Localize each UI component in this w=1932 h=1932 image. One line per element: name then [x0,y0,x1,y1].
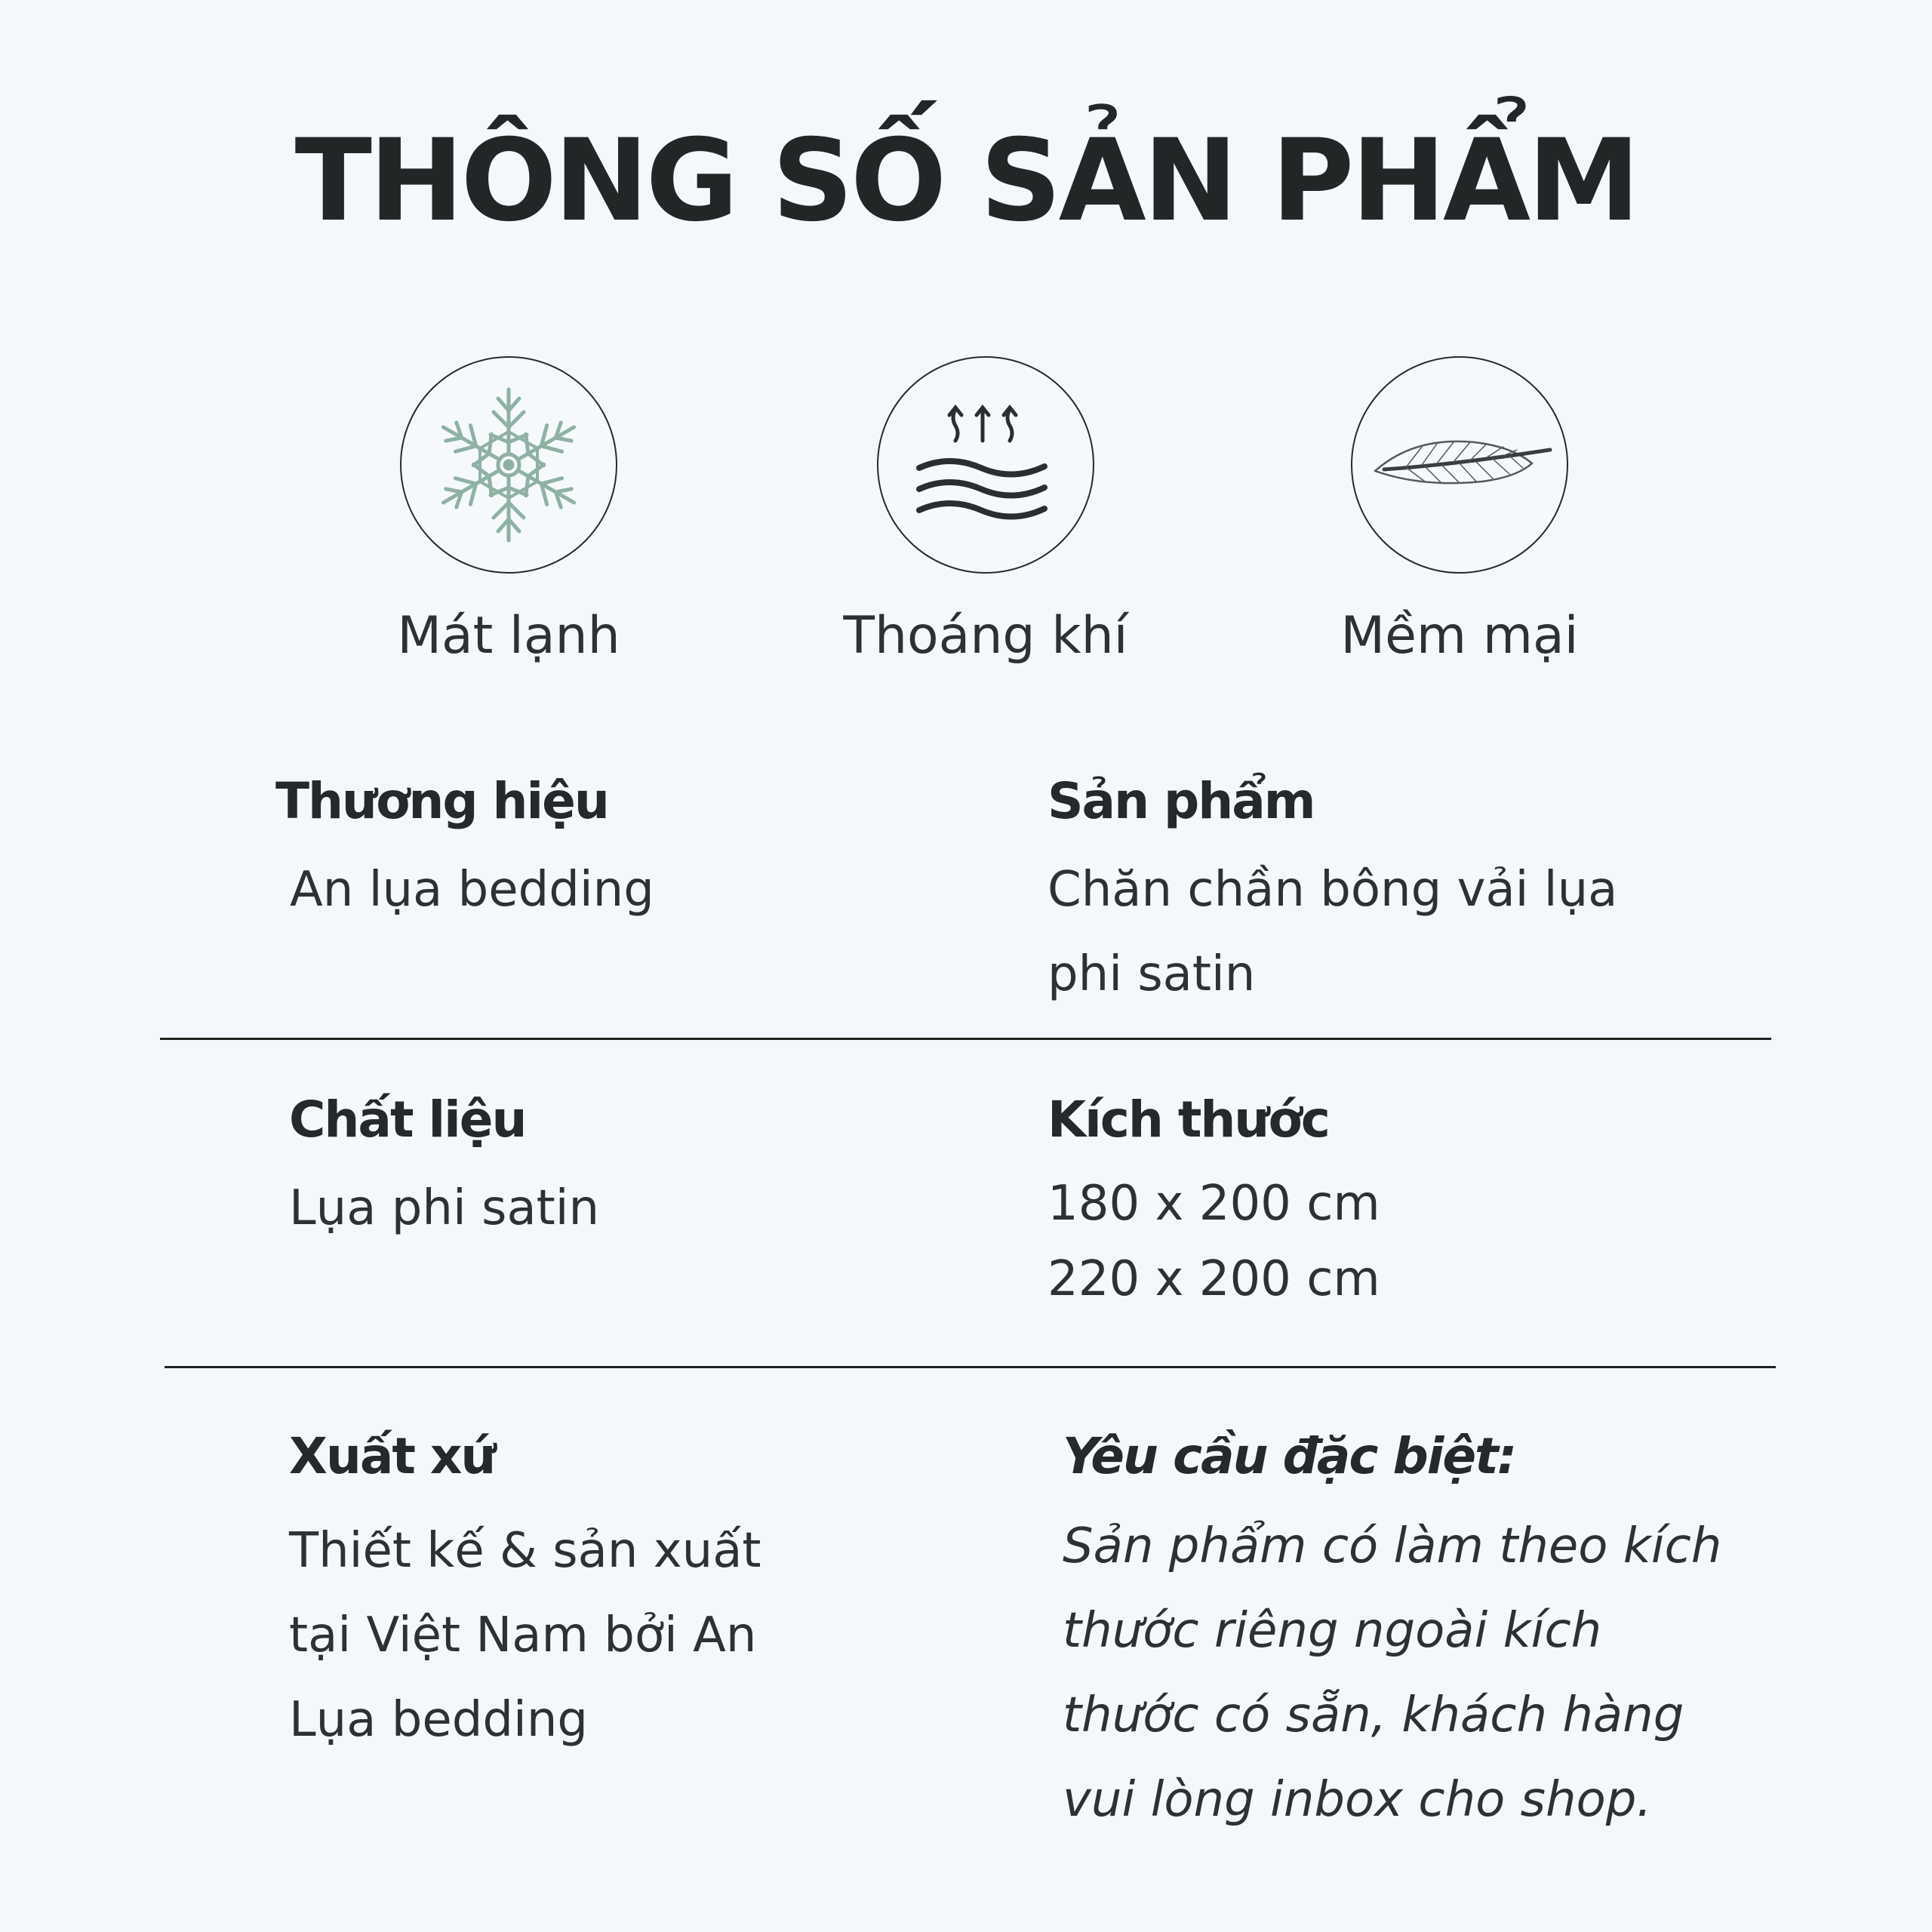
spec-value-line: 180 x 200 cm [1048,1176,1380,1232]
feature-breathable [797,356,1174,667]
spec-heading: Thương hiệu [275,772,608,830]
spec-value-line: thước có sẵn, khách hàng [1063,1687,1684,1744]
spec-product [1048,771,1617,1017]
spec-material [289,1090,599,1251]
spec-heading: Chất liệu [289,1091,526,1149]
snowflake-icon [426,382,592,548]
spec-heading: Yêu cầu đặc biệt: [1063,1427,1516,1485]
feature-label: Mềm mại [1340,606,1579,666]
spec-brand [275,771,654,932]
spec-value-line: phi satin [1048,946,1256,1003]
feature-cool [320,356,697,667]
spec-origin [289,1426,761,1762]
feature-icon-circle [877,356,1094,574]
spec-value [1048,1166,1380,1317]
spec-value-line: vui lòng inbox cho shop. [1063,1772,1652,1829]
page-title: THÔNG SỐ SẢN PHẨM [294,115,1638,247]
feather-icon [1361,382,1558,548]
divider [165,1366,1776,1368]
feature-label: Mát lạnh [397,606,620,666]
spec-value-line: Chăn chần bông vải lụa [1048,862,1618,918]
feature-label: Thoáng khí [843,606,1128,666]
spec-size [1048,1090,1380,1317]
spec-value [1048,848,1617,1017]
spec-heading: Xuất xứ [289,1427,495,1485]
spec-special-request [1063,1426,1721,1842]
spec-heading: Kích thước [1048,1091,1329,1149]
spec-value-line: Sản phẩm có làm theo kích [1063,1518,1722,1575]
feature-icon-circle [400,356,617,574]
spec-value-line: 220 x 200 cm [1048,1251,1380,1308]
feature-soft [1271,356,1648,667]
spec-value-line: Thiết kế & sản xuất [289,1523,761,1580]
spec-heading: Sản phẩm [1048,772,1315,830]
airflow-icon [903,382,1069,548]
spec-value-line: tại Việt Nam bởi An [289,1607,757,1664]
spec-value [289,1166,599,1251]
spec-value-line: Lụa bedding [289,1692,588,1749]
spec-value-line: An lụa bedding [290,862,654,918]
spec-value-line: Lụa phi satin [289,1180,600,1237]
spec-value-line: thước riêng ngoài kích [1063,1603,1602,1660]
spec-value [289,1509,761,1762]
feature-icon-circle [1351,356,1568,574]
spec-value [275,848,654,932]
spec-value [1063,1504,1721,1842]
divider [160,1038,1771,1040]
